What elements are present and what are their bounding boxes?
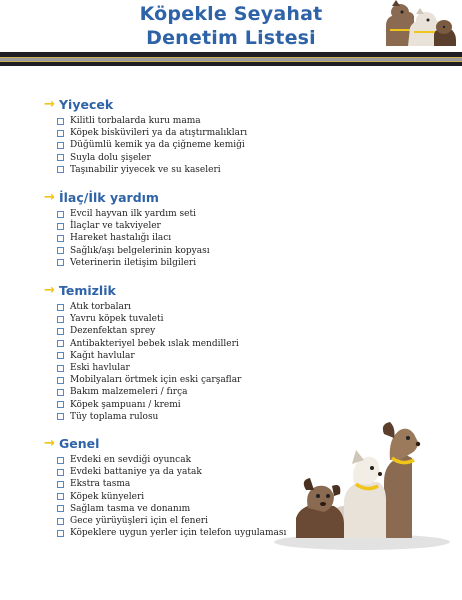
checkbox[interactable] bbox=[57, 530, 64, 537]
checkbox[interactable] bbox=[57, 259, 64, 266]
checkbox[interactable] bbox=[57, 235, 64, 242]
item-label: Hareket hastalığı ilacı bbox=[70, 233, 172, 244]
section-yiyecek bbox=[44, 95, 247, 176]
item-label: Düğümlü kemik ya da çiğneme kemiği bbox=[70, 140, 245, 151]
item-label: Kilitli torbalarda kuru mama bbox=[70, 116, 201, 127]
checklist-item bbox=[44, 313, 241, 325]
checkbox[interactable] bbox=[57, 481, 64, 488]
section-genel bbox=[44, 434, 286, 539]
checkbox[interactable] bbox=[57, 457, 64, 464]
dogs-illustration bbox=[272, 420, 452, 550]
checkbox[interactable] bbox=[57, 316, 64, 323]
item-label: Dezenfektan sprey bbox=[70, 326, 156, 337]
checkbox[interactable] bbox=[57, 389, 64, 396]
item-label: Köpeklere uygun yerler için telefon uygulaması bbox=[70, 528, 287, 539]
checkbox[interactable] bbox=[57, 352, 64, 359]
checklist-item bbox=[44, 208, 210, 220]
item-label: Köpek şampuanı / kremi bbox=[70, 399, 181, 410]
checklist-item bbox=[44, 325, 241, 337]
checkbox[interactable] bbox=[57, 118, 64, 125]
section-title: Genel bbox=[59, 435, 100, 451]
section-title: Temizlik bbox=[59, 282, 116, 298]
item-label: İlaçlar ve takviyeler bbox=[70, 221, 161, 232]
item-label: Gece yürüyüşleri için el feneri bbox=[70, 516, 208, 527]
checkbox[interactable] bbox=[57, 328, 64, 335]
item-label: Antibakteriyel bebek ıslak mendilleri bbox=[70, 338, 239, 349]
checklist-item bbox=[44, 338, 241, 350]
checklist-item bbox=[44, 466, 286, 478]
checkbox[interactable] bbox=[57, 130, 64, 137]
item-label: Sağlık/aşı belgelerinin kopyası bbox=[70, 245, 210, 256]
header-stripe bbox=[0, 52, 462, 66]
item-label: Taşınabilir yiyecek ve su kaseleri bbox=[70, 164, 221, 175]
checklist-item bbox=[44, 386, 241, 398]
item-label: Mobilyaları örtmek için eski çarşaflar bbox=[70, 375, 242, 386]
checklist-item bbox=[44, 454, 286, 466]
checkbox[interactable] bbox=[57, 154, 64, 161]
item-label: Bakım malzemeleri / fırça bbox=[70, 387, 188, 398]
checklist-item bbox=[44, 139, 247, 151]
checkbox[interactable] bbox=[57, 211, 64, 218]
item-label: Yavru köpek tuvaleti bbox=[70, 314, 164, 325]
section-heading bbox=[44, 434, 286, 452]
item-label: Evcil hayvan ilk yardım seti bbox=[70, 209, 196, 220]
header-dogs-illustration bbox=[378, 0, 456, 50]
section-heading bbox=[44, 95, 247, 113]
item-label: Tüy toplama rulosu bbox=[70, 411, 159, 422]
checkbox[interactable] bbox=[57, 518, 64, 525]
checkbox[interactable] bbox=[57, 401, 64, 408]
item-label: Köpek bisküvileri ya da atıştırmalıkları bbox=[70, 128, 248, 139]
checkbox[interactable] bbox=[57, 413, 64, 420]
checklist-item bbox=[44, 301, 241, 313]
checklist-item bbox=[44, 220, 210, 232]
checklist-item bbox=[44, 478, 286, 490]
checklist-item bbox=[44, 515, 286, 527]
checkbox[interactable] bbox=[57, 469, 64, 476]
item-label: Ekstra tasma bbox=[70, 479, 131, 490]
item-label: Sağlam tasma ve donanım bbox=[70, 503, 191, 514]
title-line-2: Denetim Listesi bbox=[146, 27, 316, 49]
checklist-item bbox=[44, 152, 247, 164]
item-label: Kağıt havlular bbox=[70, 350, 135, 361]
section-heading bbox=[44, 188, 210, 206]
item-label: Suyla dolu şişeler bbox=[70, 152, 151, 163]
item-label: Köpek künyeleri bbox=[70, 491, 145, 502]
checkbox[interactable] bbox=[57, 142, 64, 149]
checklist-item bbox=[44, 411, 241, 423]
checklist-item bbox=[44, 245, 210, 257]
checklist-item bbox=[44, 232, 210, 244]
checklist-item bbox=[44, 164, 247, 176]
checkbox[interactable] bbox=[57, 365, 64, 372]
section-title: Yiyecek bbox=[59, 96, 114, 112]
checkbox[interactable] bbox=[57, 247, 64, 254]
section-title: İlaç/İlk yardım bbox=[59, 189, 159, 205]
checklist-item bbox=[44, 503, 286, 515]
checklist-item bbox=[44, 399, 241, 411]
arrow-icon: → bbox=[44, 282, 55, 298]
section-ilac-ilk-yardim bbox=[44, 188, 210, 269]
item-label: Evdeki battaniye ya da yatak bbox=[70, 467, 202, 478]
arrow-icon: → bbox=[44, 96, 55, 112]
checklist-item bbox=[44, 257, 210, 269]
checklist-item bbox=[44, 350, 241, 362]
item-label: Eski havlular bbox=[70, 363, 130, 374]
arrow-icon: → bbox=[44, 435, 55, 451]
section-temizlik bbox=[44, 281, 241, 423]
item-label: Veterinerin iletişim bilgileri bbox=[70, 257, 197, 268]
checklist-item bbox=[44, 491, 286, 503]
checkbox[interactable] bbox=[57, 166, 64, 173]
checkbox[interactable] bbox=[57, 304, 64, 311]
checkbox[interactable] bbox=[57, 377, 64, 384]
checklist-item bbox=[44, 527, 286, 539]
arrow-icon: → bbox=[44, 189, 55, 205]
checkbox[interactable] bbox=[57, 340, 64, 347]
checklist-item bbox=[44, 115, 247, 127]
title-line-1: Köpekle Seyahat bbox=[139, 3, 323, 25]
checkbox[interactable] bbox=[57, 493, 64, 500]
checkbox[interactable] bbox=[57, 505, 64, 512]
section-heading bbox=[44, 281, 241, 299]
checklist-item bbox=[44, 127, 247, 139]
checklist-item bbox=[44, 362, 241, 374]
item-label: Atık torbaları bbox=[70, 302, 132, 313]
checkbox[interactable] bbox=[57, 223, 64, 230]
item-label: Evdeki en sevdiği oyuncak bbox=[70, 455, 192, 466]
checklist-item bbox=[44, 374, 241, 386]
